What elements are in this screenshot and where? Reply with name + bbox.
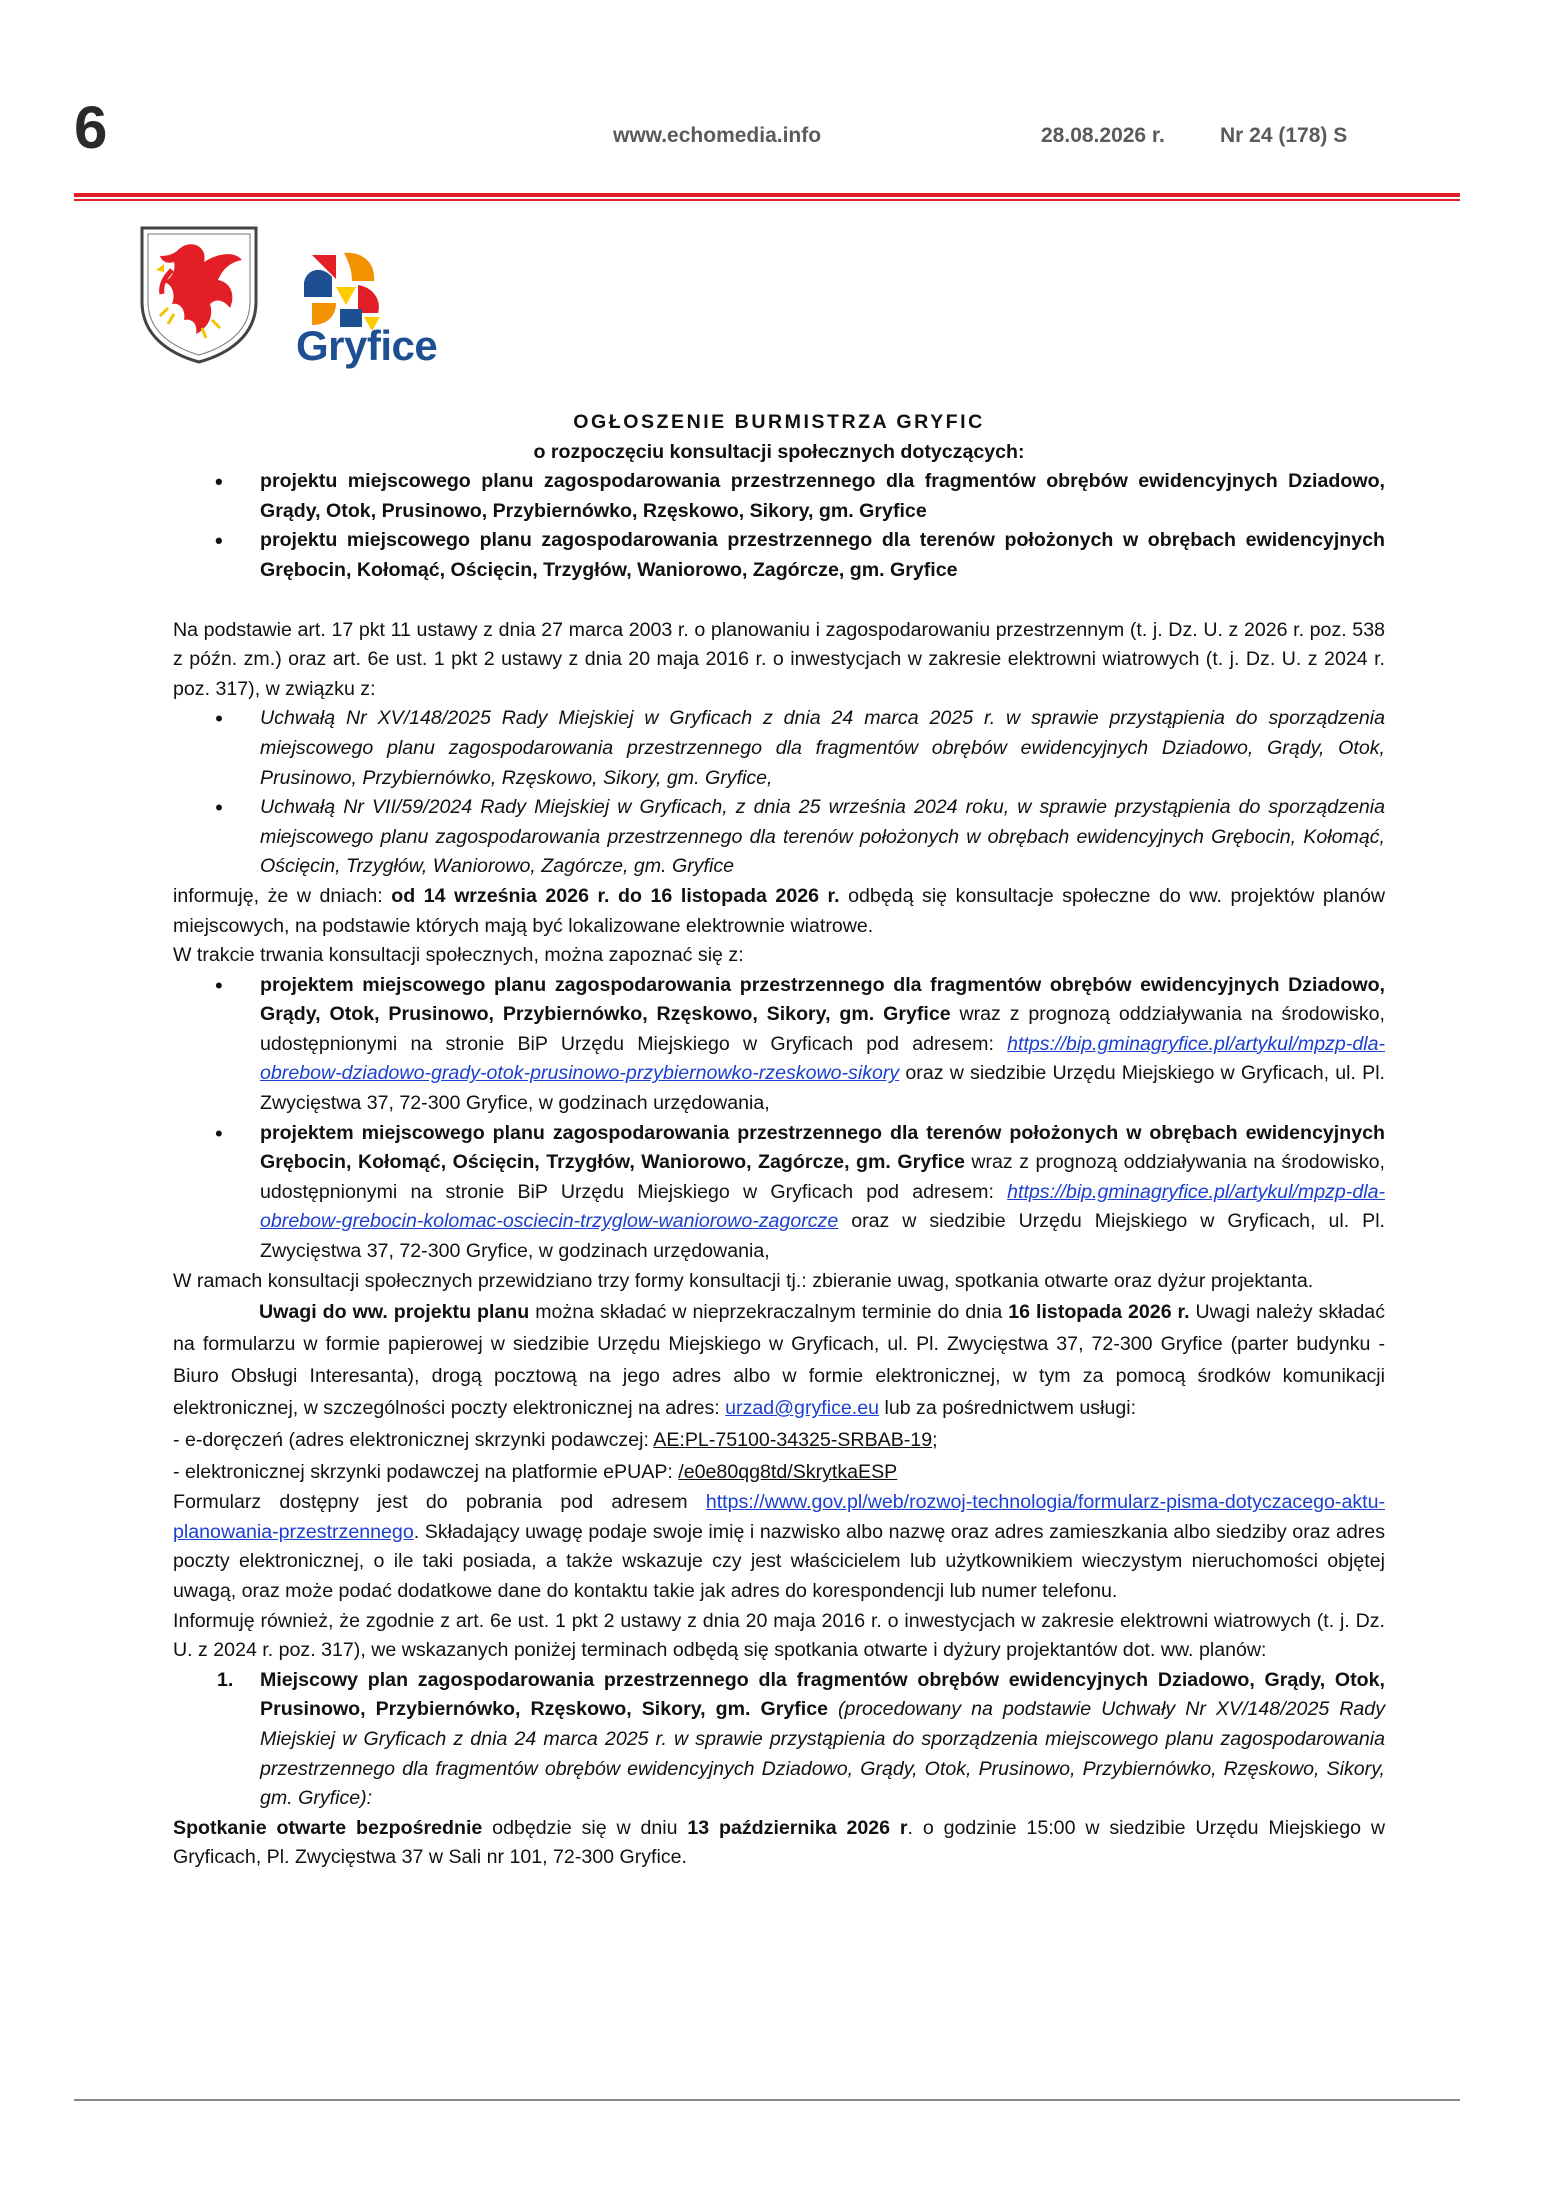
meeting-item: 1. Miejscowy plan zagospodarowania przestrzennego dla fragmentów obrębów ewidencyjnych Dziadowo, Grądy, Otok, Prusinowo, Przybiernówko, Rzęskowo, Sikory, gm. Gryfice (procedowany na podstawie Uchwały Nr XV/148/2025 Rady Miejskiej w Gryficach z dnia 24 marca 2025 r. w sprawie przystąpienia do sporządzenia miejscowego planu zagospodarowania przestrzennego dla fragmentów obrębów ewidencyjnych Dziadowo, Grądy, Otok, Prusinowo, Przybiernówko, Rzęskowo, Sikory, gm. Gryfice):: [173, 1666, 1385, 1814]
issue-number: Nr 24 (178) S: [1220, 124, 1348, 147]
meetings-list: [173, 1666, 1385, 1814]
bip-link[interactable]: https://bip.gminagryfice.pl/artykul/mpzp-dla-obrebow-grebocin-kolomac-osciecin-trzyglow-waniorowo-zagorcze: [260, 1180, 1385, 1233]
footer-rule: [74, 2099, 1460, 2101]
title-list: [173, 467, 1385, 585]
during-consultation-text: W trakcie trwania konsultacji społecznych, można zapoznać się z:: [173, 944, 744, 967]
header-rule: [74, 193, 1460, 197]
open-meeting-paragraph: Spotkanie otwarte bezpośrednie odbędzie się w dniu 13 października 2026 r. o godzinie 15:00 w siedzibie Urzędu Miejskiego w Gryficach, Pl. Zwycięstwa 37 w Sali nr 101, 72-300 Gryfice.: [173, 1816, 1385, 1869]
consultation-dates: od 14 września 2026 r. do 16 listopada 2026 r.: [391, 884, 840, 907]
title-list-item: • projektu miejscowego planu zagospodarowania przestrzennego dla fragmentów obrębów ewidencyjnych Dziadowo, Grądy, Otok, Prusinowo, Przybiernówko, Rzęskowo, Sikory, gm. Gryfice: [173, 467, 1385, 526]
announcement-title: OGŁOSZENIE BURMISTRZA GRYFIC: [573, 411, 985, 433]
email-link[interactable]: urzad@gryfice.eu: [725, 1397, 880, 1420]
consultation-dates-paragraph: informuję, że w dniach: od 14 września 2026 r. do 16 listopada 2026 r. odbędą się konsultacje społeczne do ww. projektów planów miejscowych, na podstawie których mają być lokalizowane elektrownie wiatrowe.: [173, 884, 1385, 937]
issue-date: 28.08.2026 r.: [1041, 124, 1165, 147]
project-item: • projektem miejscowego planu zagospodarowania przestrzennego dla fragmentów obrębów ewidencyjnych Dziadowo, Grądy, Otok, Prusinowo, Przybiernówko, Rzęskowo, Sikory, gm. Gryfice wraz z prognozą oddziaływania na środowisko, udostępnionymi na stronie BiP Urzędu Miejskiego w Gryficach pod adresem: https://bip.gminagryfice.pl/artykul/mpzp-dla-obrebow-dziadowo-grady-otok-prusinowo-przybiernowko-rzeskowo-sikory oraz w siedzibie Urzędu Miejskiego w Gryficach, ul. Pl. Zwycięstwa 37, 72-300 Gryfice, w godzinach urzędowania,: [173, 971, 1385, 1119]
project-item: • projektem miejscowego planu zagospodarowania przestrzennego dla terenów położonych w obrębach ewidencyjnych Grębocin, Kołomąć, Ościęcin, Trzygłów, Waniorowo, Zagórcze, gm. Gryfice wraz z prognozą oddziaływania na środowisko, udostępnionymi na stronie BiP Urzędu Miejskiego w Gryficach pod adresem: https://bip.gminagryfice.pl/artykul/mpzp-dla-obrebow-grebocin-kolomac-osciecin-trzyglow-waniorowo-zagorcze oraz w siedzibie Urzędu Miejskiego w Gryficach, ul. Pl. Zwycięstwa 37, 72-300 Gryfice, w godzinach urzędowania,: [173, 1119, 1385, 1267]
resolutions-list: [173, 704, 1385, 882]
service-line: - elektronicznej skrzynki podawczej na platformie ePUAP: /e0e80qg8td/SkrytkaESP: [173, 1461, 898, 1484]
site-url[interactable]: www.echomedia.info: [613, 124, 822, 147]
title-list-item: • projektu miejscowego planu zagospodarowania przestrzennego dla terenów położonych w obrębach ewidencyjnych Grębocin, Kołomąć, Ościęcin, Trzygłów, Waniorowo, Zagórcze, gm. Gryfice: [173, 526, 1385, 585]
resolution-item: • Uchwałą Nr XV/148/2025 Rady Miejskiej w Gryficach z dnia 24 marca 2025 r. w sprawie przystąpienia do sporządzenia miejscowego planu zagospodarowania przestrzennego dla fragmentów obrębów ewidencyjnych Dziadowo, Grądy, Otok, Prusinowo, Przybiernówko, Rzęskowo, Sikory, gm. Gryfice,: [173, 704, 1385, 793]
epuap-address[interactable]: /e0e80qg8td/SkrytkaESP: [678, 1461, 898, 1484]
projects-list: [173, 971, 1385, 1267]
consultation-forms-text: W ramach konsultacji społecznych przewidziano trzy formy konsultacji tj.: zbieranie uwag, spotkania otwarte oraz dyżur projektanta.: [173, 1269, 1314, 1292]
e-delivery-address[interactable]: AE:PL-75100-34325-SRBAB-19: [653, 1429, 933, 1452]
service-line: - e-doręczeń (adres elektronicznej skrzynki podawczej: AE:PL-75100-34325-SRBAB-19;: [173, 1429, 938, 1452]
legal-basis-paragraph: Na podstawie art. 17 pkt 11 ustawy z dnia 27 marca 2003 r. o planowaniu i zagospodarowaniu przestrzennym (t. j. Dz. U. z 2026 r. poz. 538 z późn. zm.) oraz art. 6e ust. 1 pkt 2 ustawy z dnia 20 maja 2016 r. o inwestycjach w zakresie elektrowni wiatrowych (t. j. Dz. U. z 2024 r. poz. 317), w związku z:: [173, 618, 1385, 700]
brand-wordmark: Gryfice: [296, 322, 438, 369]
page-number: 6: [74, 94, 108, 161]
meetings-intro-paragraph: Informuję również, że zgodnie z art. 6e ust. 1 pkt 2 ustawy z dnia 20 maja 2016 r. o inwestycjach w zakresie elektrowni wiatrowych (t. j. Dz. U. z 2024 r. poz. 317), we wskazanych poniżej terminach odbędą się spotkania otwarte i dyżury projektantów dot. ww. planów:: [173, 1609, 1385, 1662]
resolution-item: • Uchwałą Nr VII/59/2024 Rady Miejskiej w Gryficach, z dnia 25 września 2024 roku, w sprawie przystąpienia do sporządzenia miejscowego planu zagospodarowania przestrzennego dla terenów położonych w obrębach ewidencyjnych Grębocin, Kołomąć, Ościęcin, Trzygłów, Waniorowo, Zagórcze, gm. Gryfice: [173, 793, 1385, 882]
announcement-subtitle: o rozpoczęciu konsultacji społecznych dotyczących:: [533, 440, 1025, 463]
gryfice-crest-logo: [138, 224, 260, 364]
announcement-body: [173, 408, 1385, 1873]
header-rule-thin: [74, 199, 1460, 201]
form-download-link[interactable]: https://www.gov.pl/web/rozwoj-technologia/formularz-pisma-dotyczacego-aktu-planowania-przestrzennego: [173, 1491, 1385, 1543]
form-download-paragraph: Formularz dostępny jest do pobrania pod adresem https://www.gov.pl/web/rozwoj-technologia/formularz-pisma-dotyczacego-aktu-planowania-przestrzennego. Składający uwagę podaje swoje imię i nazwisko albo nazwę oraz adres zamieszkania albo siedziby oraz adres poczty elektronicznej, o ile taki posiada, a także wskazuje czy jest właścicielem lub użytkownikiem wieczystym nieruchomości objętej uwagą, oraz może podać dodatkowe dane do kontaktu takie jak adres do korespondencji lub numer telefonu.: [173, 1491, 1385, 1602]
remarks-paragraph: Uwagi do ww. projektu planu można składać w nieprzekraczalnym terminie do dnia 16 listopada 2026 r. Uwagi należy składać na formularzu w formie papierowej w siedzibie Urzędu Miejskiego w Gryficach, ul. Pl. Zwycięstwa 37, 72-300 Gryfice (parter budynku - Biuro Obsługi Interesanta), drogą pocztową na jego adres albo w formie elektronicznej, w tym za pomocą środków komunikacji elektronicznej, w szczególności poczty elektronicznej na adres: urzad@gryfice.eu lub za pośrednictwem usługi:: [173, 1301, 1385, 1420]
bip-link[interactable]: https://bip.gminagryfice.pl/artykul/mpzp-dla-obrebow-dziadowo-grady-otok-prusinowo-przybiernowko-rzeskowo-sikory: [260, 1032, 1385, 1085]
